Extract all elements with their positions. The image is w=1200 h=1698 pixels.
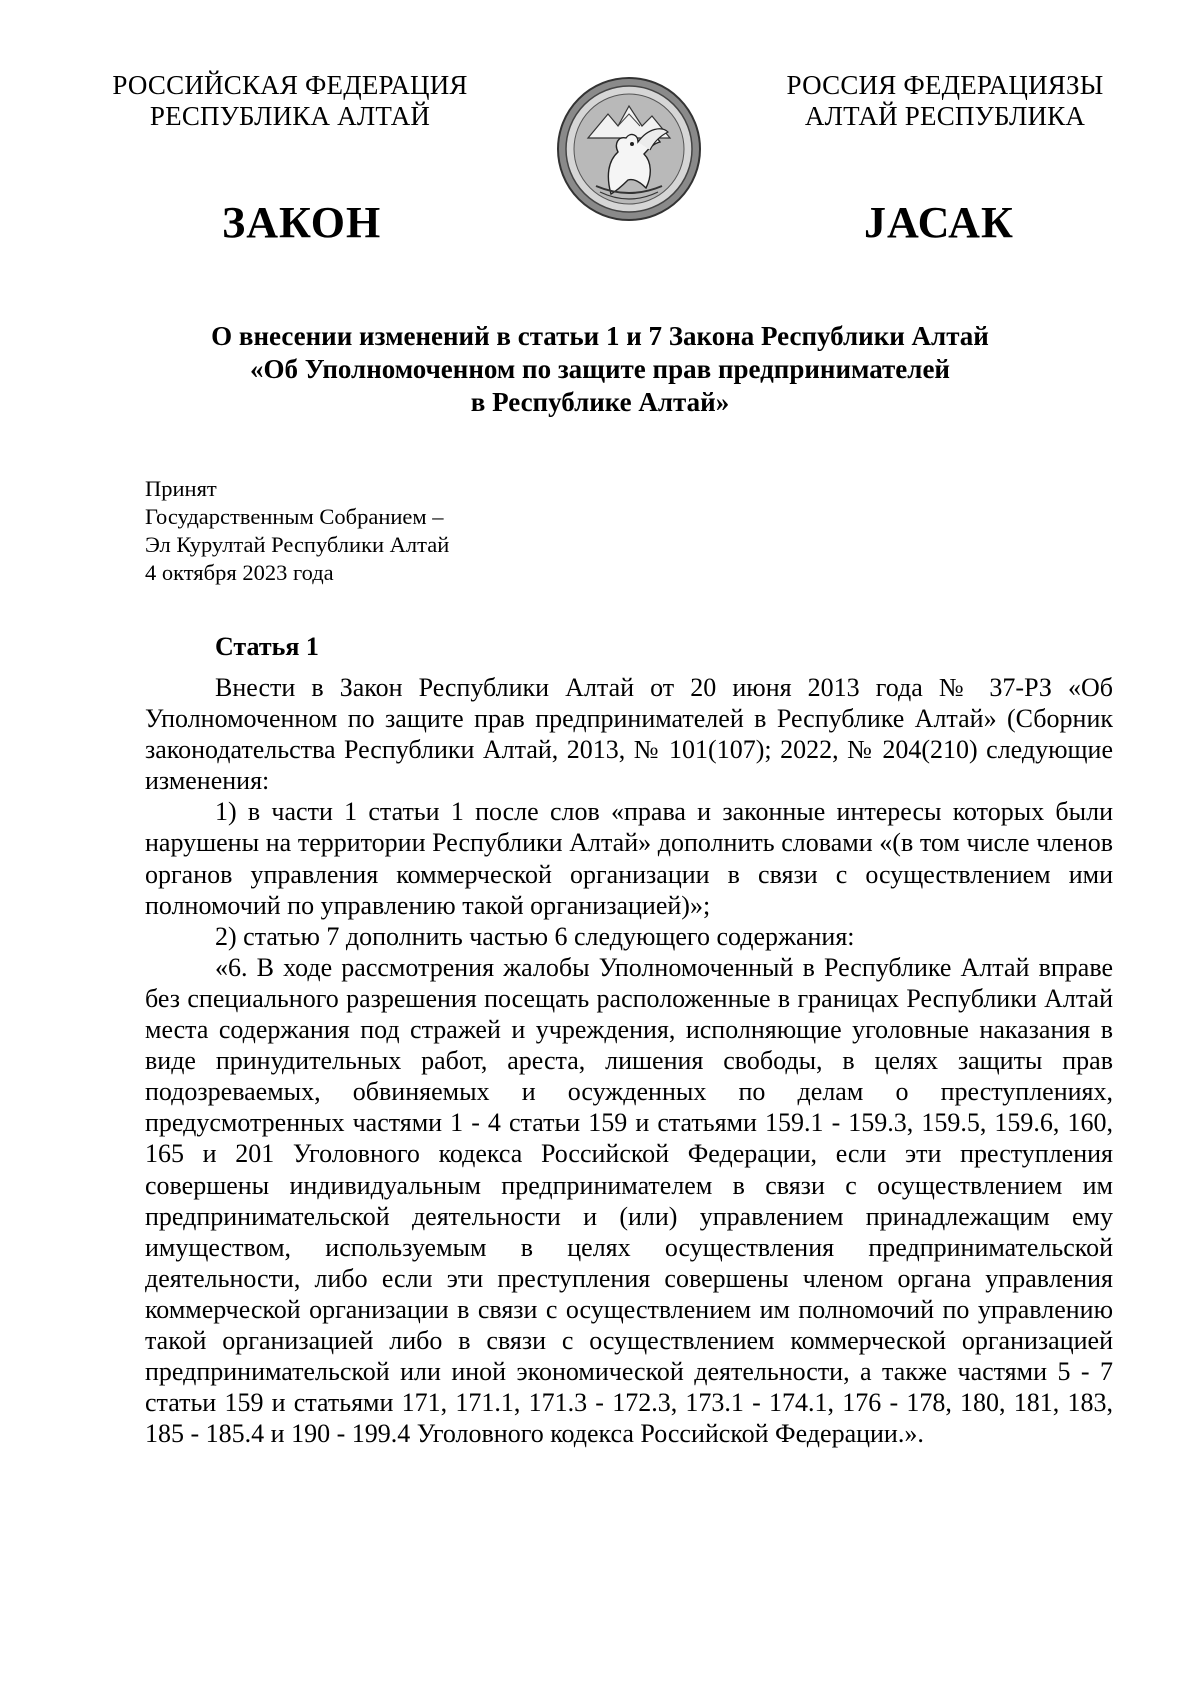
article-paragraph: Внести в Закон Республики Алтай от 20 июня 2013 года № 37-РЗ «Об Уполномоченном по защите прав предпринимателей в Республике Алтай» (Сборник законодательства Республики Алтай, 2013, № 101(107); 2022, № 204(210) следующие изменения:: [145, 673, 1113, 796]
law-word-ru: ЗАКОН: [222, 198, 382, 247]
coat-of-arms-emblem-icon: [556, 76, 702, 222]
adoption-line-3: Эл Курултай Республики Алтай: [145, 532, 450, 557]
article-heading: Статья 1: [215, 632, 319, 661]
header-right: [735, 70, 1155, 132]
document-title: [120, 320, 1080, 419]
adoption-block: [145, 475, 449, 587]
title-line-1: О внесении изменений в статьи 1 и 7 Закона Республики Алтай: [211, 321, 989, 351]
title-line-3: в Республике Алтай»: [470, 387, 730, 417]
article-paragraph: 2) статью 7 дополнить частью 6 следующего содержания:: [215, 921, 855, 951]
article-paragraph: «6. В ходе рассмотрения жалобы Уполномоченный в Республике Алтай вправе без специального разрешения посещать расположенные в границах Республики Алтай места содержания под стражей и учреждения, исполняющие уголовные наказания в виде принудительных работ, ареста, лишения свободы, в целях защиты прав подозреваемых, обвиняемых и осужденных по делам о преступлениях, предусмотренных частями 1 - 4 статьи 159 и статьями 159.1 - 159.3, 159.5, 159.6, 160, 165 и 201 Уголовного кодекса Российской Федерации, если эти преступления совершены индивидуальным предпринимателем в связи с осуществлением им предпринимательской деятельности и (или) управлением принадлежащим ему имуществом, используемым в целях осуществления предпринимательской деятельности, либо если эти преступления совершены членом органа управления коммерческой организации в связи с осуществлением им полномочий по управлению такой организацией либо в связи с осуществлением коммерческой организацией предпринимательской или иной экономической деятельности, а также частями 5 - 7 статьи 159 и статьями 171, 171.1, 171.3 - 172.3, 173.1 - 174.1, 176 - 178, 180, 181, 183, 185 - 185.4 и 190 - 199.4 Уголовного кодекса Российской Федерации.».: [145, 952, 1113, 1449]
law-word-alt: JАСАК: [864, 198, 1014, 247]
title-line-2: «Об Уполномоченном по защите прав предпринимателей: [250, 354, 950, 384]
adoption-line-1: Принят: [145, 476, 217, 501]
adoption-line-2: Государственным Собранием –: [145, 504, 444, 529]
header-left: [80, 70, 500, 132]
adoption-date: 4 октября 2023 года: [145, 560, 334, 585]
header-right-line-1: РОССИЯ ФЕДЕРАЦИЯЗЫ: [786, 70, 1104, 100]
article-paragraph: 1) в части 1 статьи 1 после слов «права и законные интересы которых были нарушены на территории Республики Алтай» дополнить словами «(в том числе членов органов управления коммерческой организации в связи с осуществлением ими полномочий по управлению такой организацией)»;: [145, 797, 1113, 920]
header-left-line-1: РОССИЙСКАЯ ФЕДЕРАЦИЯ: [112, 70, 468, 100]
article-body: [145, 672, 1113, 1449]
header-left-line-2: РЕСПУБЛИКА АЛТАЙ: [149, 101, 431, 131]
header-right-line-2: АЛТАЙ РЕСПУБЛИКА: [804, 101, 1086, 131]
